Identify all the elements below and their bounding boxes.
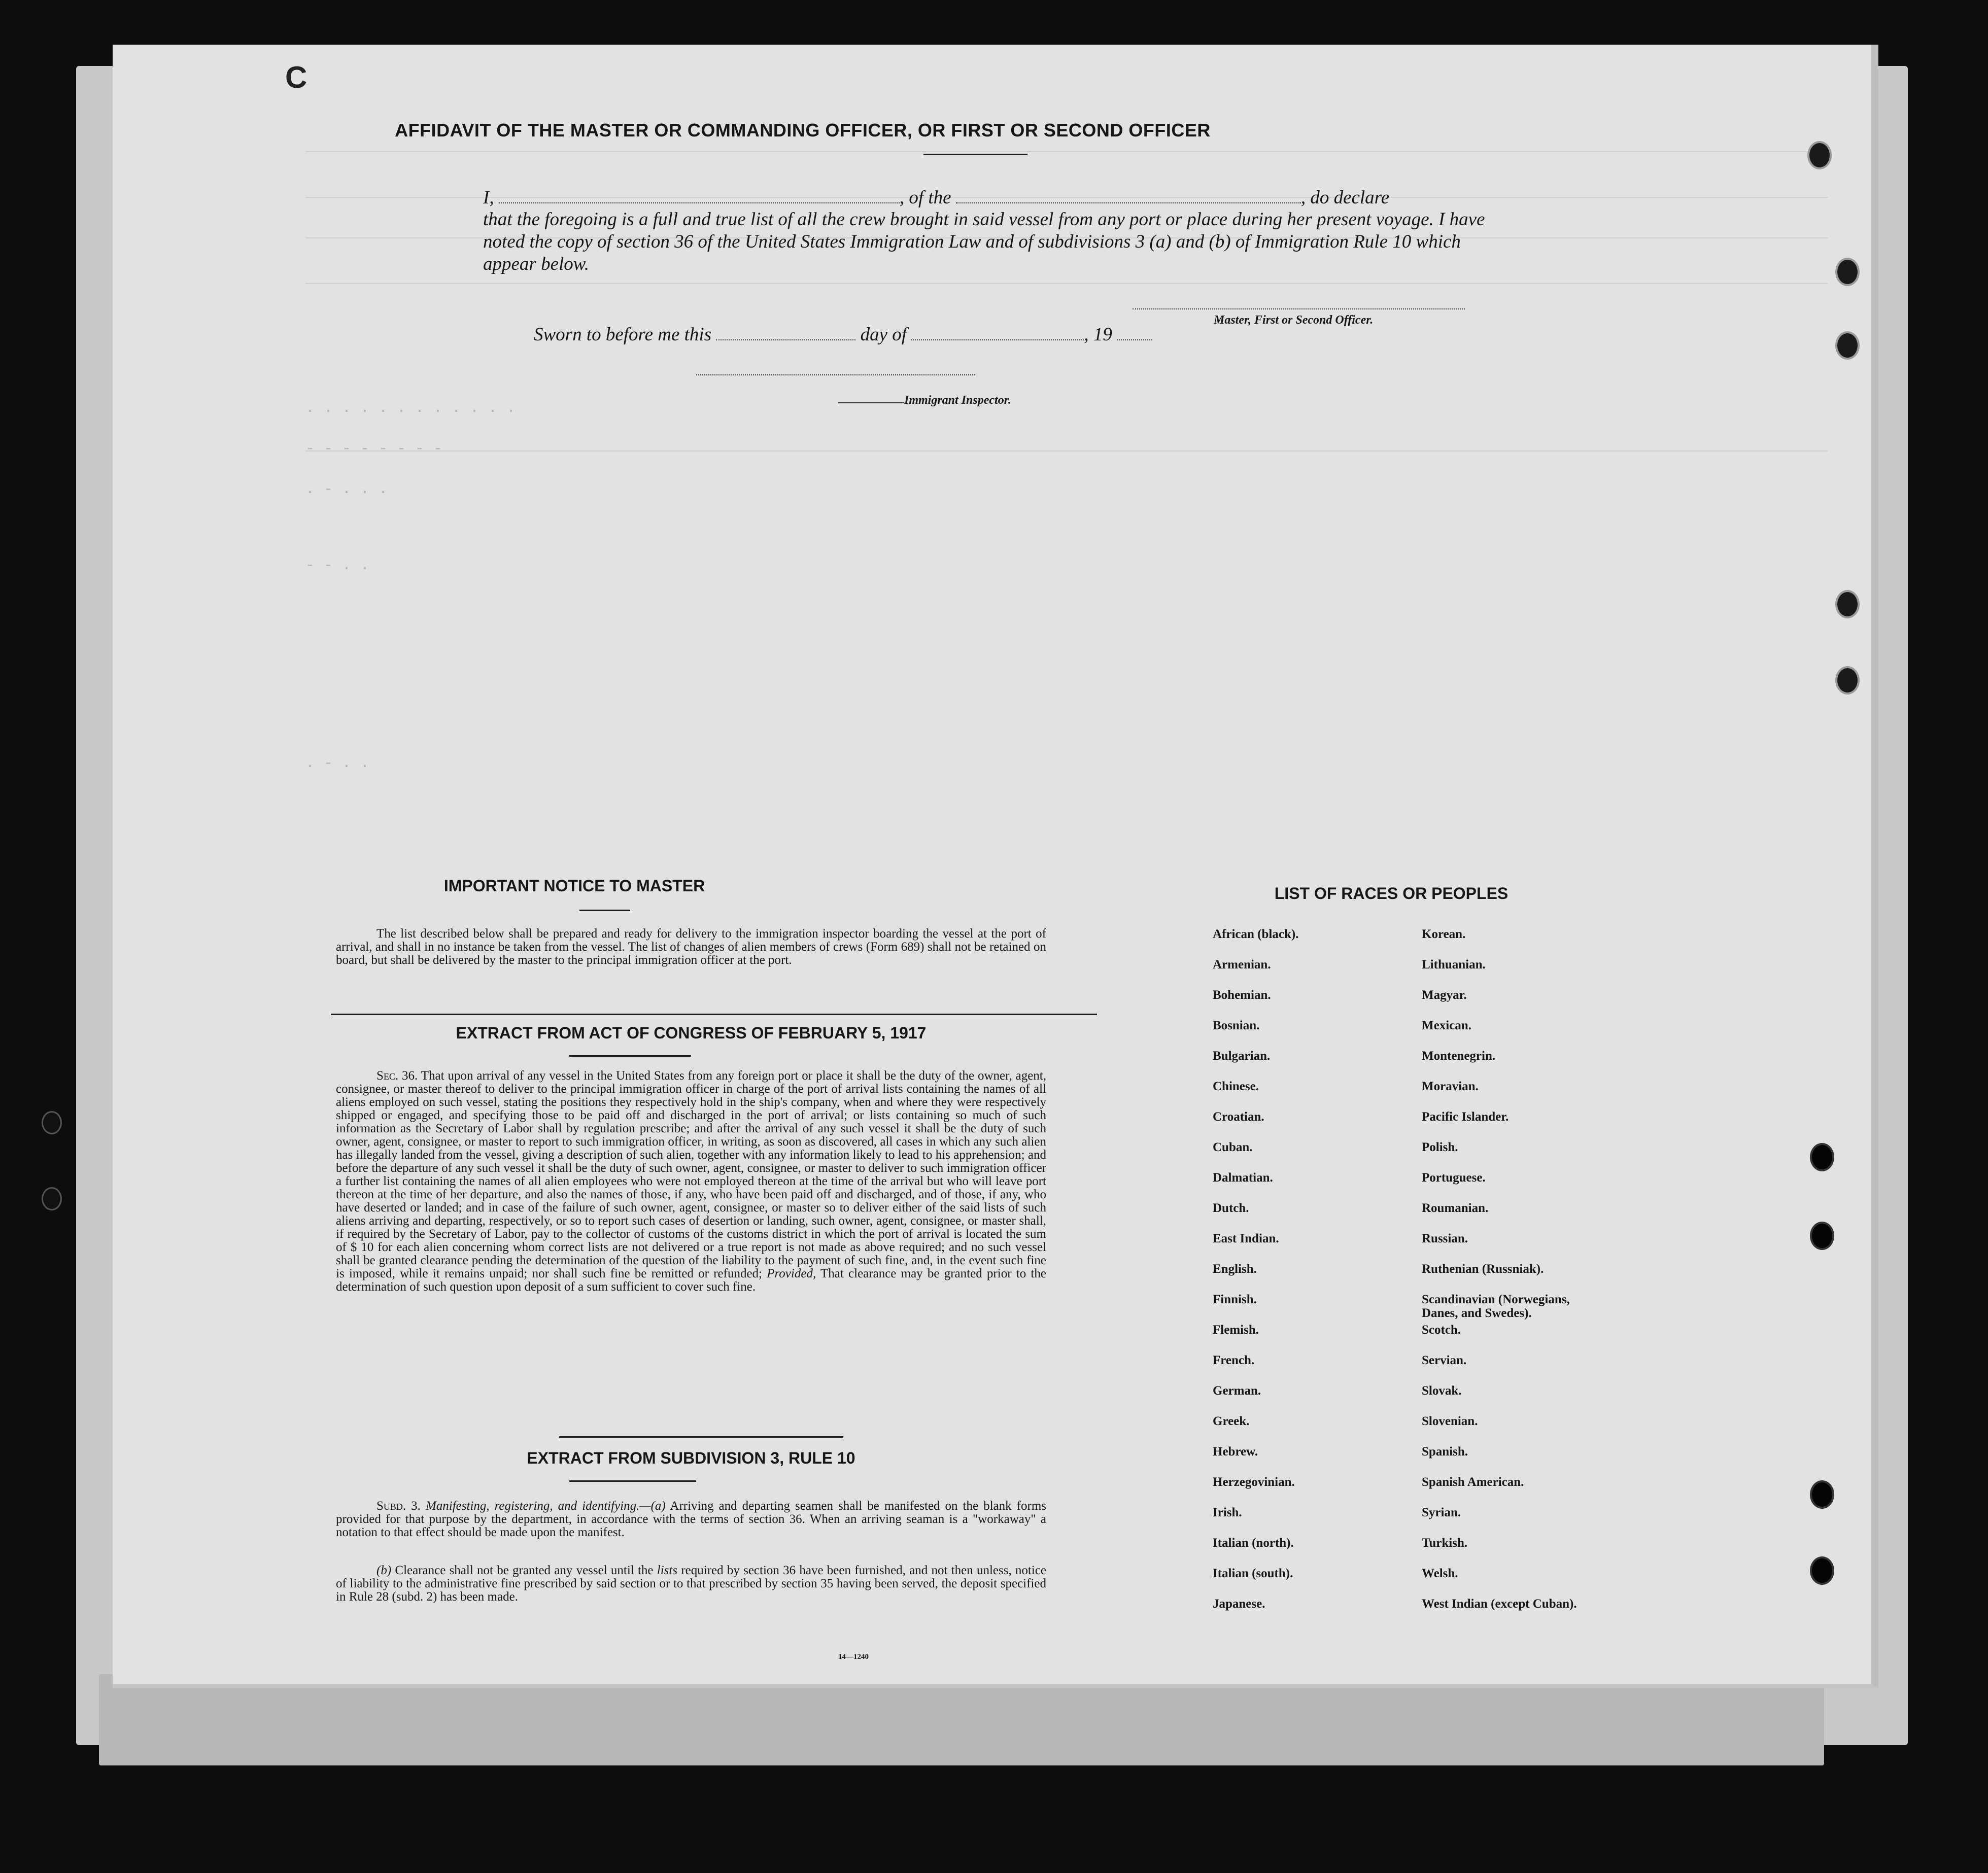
race-item-left: Bohemian.	[1213, 988, 1271, 1002]
punch-hole	[1810, 1143, 1834, 1171]
race-item-right: Welsh.	[1422, 1567, 1458, 1580]
races-title: LIST OF RACES OR PEOPLES	[1274, 884, 1509, 903]
race-item-left: Dalmatian.	[1213, 1171, 1273, 1185]
signature-caption: Master, First or Second Officer.	[1214, 314, 1374, 327]
corner-mark: C	[285, 60, 307, 94]
race-item-left: Flemish.	[1213, 1323, 1259, 1337]
race-item-right: Lithuanian.	[1422, 958, 1486, 972]
race-item-right: Magyar.	[1422, 988, 1467, 1002]
race-item-left: Bosnian.	[1213, 1019, 1260, 1032]
binder-hole	[42, 1187, 62, 1210]
sworn-year-blank[interactable]	[1117, 324, 1152, 340]
race-item-right: Roumanian.	[1422, 1201, 1489, 1215]
subd-b-label: (b)	[376, 1564, 392, 1577]
race-item-right: Spanish American.	[1422, 1475, 1524, 1489]
race-item-left: Bulgarian.	[1213, 1049, 1271, 1063]
race-item-right: West Indian (except Cuban).	[1422, 1597, 1577, 1611]
punch-hole	[1835, 666, 1860, 695]
sworn-month-blank[interactable]	[911, 324, 1084, 340]
title-underline	[923, 154, 1027, 155]
race-item-left: Croatian.	[1213, 1110, 1264, 1124]
race-item-right: Polish.	[1422, 1140, 1458, 1154]
race-item-right: Ruthenian (Russniak).	[1422, 1262, 1544, 1276]
punch-hole	[1835, 258, 1860, 286]
binder-hole	[42, 1111, 62, 1134]
race-item-right: Portuguese.	[1422, 1171, 1486, 1185]
race-item-right: Turkish.	[1422, 1536, 1468, 1550]
affidavit-body: that the foregoing is a full and true list of all the crew brought in said vessel from any port or place during her present voyage. I have noted the copy of section 36 of the United States Immigration Law and of subdivisions 3 (a) and (b) of Immigration Rule 10 which appear below.	[483, 209, 1485, 274]
act-extract-body	[336, 1069, 1046, 1294]
punch-hole	[1835, 590, 1860, 618]
sec-36-text: That upon arrival of any vessel in the United States from any foreign port or place it shall be the duty of the owner, agent, consignee, or master thereof to deliver to the principal immigration officer in charge of the port of arrival lists containing the names of all aliens employed on such vessel, stating the positions they respectively hold in the ship's company, when and where they were respectively shipped or engaged, and specifying those to be paid off and discharged in the port of arrival; or lists containing so much of such information as the Secretary of Labor shall by regulation prescribe; and after the arrival of any such vessel it shall be the duty of such owner, agent, consignee, or master to report to such immigration officer, in writing, as soon as discovered, all cases in which any such alien has illegally landed from the vessel, giving a description of such alien, together with any information likely to lead to his apprehension; and before the departure of any such vessel it shall be the duty of such owner, agent, consignee, or master to deliver to such immigration officer a further list containing the names of all alien employees who were not employed thereon at the time of the arrival but who will leave port thereon at the time of her departure, and also the names of those, if any, who have been paid off and discharged, and of those, if any, who have deserted or landed; and in case of the failure of such owner, agent, consignee, or master so to deliver either of the said lists of such aliens arriving and departing, respectively, or so to report such cases of desertion or landing, such owner, agent, consignee, or master shall, if required by the Secretary of Labor, pay to the collector of customs of the customs district in which the port of arrival is located the sum of $ 10 for each alien concerning whom correct lists are not delivered or a true report is not made as above required; and no such vessel shall be granted clearance pending the determination of the question of the liability to the payment of such fine, and, in the event such fine is imposed, while it remains unpaid; nor shall such fine be remitted or refunded;	[336, 1069, 1046, 1280]
race-item-right: Servian.	[1422, 1354, 1467, 1367]
section-separator	[559, 1436, 843, 1438]
race-item-right: Pacific Islander.	[1422, 1110, 1509, 1124]
sworn-day-of-label: day of	[860, 324, 907, 345]
vessel-name-blank[interactable]	[956, 187, 1301, 203]
section-separator	[331, 1014, 1097, 1015]
subd-a-label: —(a)	[639, 1499, 666, 1513]
subd-3-heading: Manifesting, registering, and identifying.	[425, 1499, 640, 1513]
punch-hole	[1810, 1480, 1834, 1509]
race-item-left: Japanese.	[1213, 1597, 1265, 1611]
subd-b-lists: lists	[657, 1564, 678, 1577]
sworn-prefix: Sworn to before me this	[534, 324, 712, 345]
race-item-right: Spanish.	[1422, 1445, 1468, 1459]
notice-title: IMPORTANT NOTICE TO MASTER	[443, 877, 705, 895]
race-item-right: Russian.	[1422, 1232, 1468, 1245]
race-item-right: Slovak.	[1422, 1384, 1462, 1398]
notice-underline	[579, 910, 630, 911]
race-item-right: Moravian.	[1422, 1080, 1479, 1093]
punch-hole	[1807, 141, 1832, 169]
race-item-left: Greek.	[1213, 1414, 1250, 1428]
sworn-line	[534, 324, 1538, 346]
subd-a-text: Arriving and departing seamen shall be manifested on the blank forms provided for that purpose by the department, in accordance with the terms of section 36. When an arriving seaman is a "workaway" a notation to that effect should be made upon the manifest.	[336, 1499, 1046, 1539]
provided-label: Provided,	[767, 1267, 816, 1280]
race-item-left: Italian (south).	[1213, 1567, 1293, 1580]
rule-extract-para-b	[336, 1564, 1046, 1604]
races-list	[1213, 927, 1598, 1627]
affidavit-i-label: I,	[483, 187, 494, 208]
affidavit-title: AFFIDAVIT OF THE MASTER OR COMMANDING OFFICER, OR FIRST OR SECOND OFFICER	[395, 120, 1211, 141]
notice-body: The list described below shall be prepared and ready for delivery to the immigration inspector boarding the vessel at the port of arrival, and shall in no instance be taken from the vessel. The list of changes of alien members of crews (Form 689) shall not be retained on board, but shall be delivered by the master to the principal immigration officer at the port.	[336, 927, 1046, 967]
race-item-left: Finnish.	[1213, 1293, 1257, 1306]
race-item-right: Mexican.	[1422, 1019, 1471, 1032]
manifest-page: . . . . . . . . . . . . - - - - - - - - . - . . . - - . . . - . . C AFFIDAVIT OF THE MASTER OR COMMANDING OFFICER, OR FIRST OR SECOND OFFICER I, , of the , do declare that the foregoing is a full and true list of all the crew brought in said vessel from any port or place during her present voyage. I have noted the copy of section 36 of the United States Immigration Law and of subdivisions 3 (a) and (b) of Immigration Rule 10 which appear below. Master, First or Second Officer. Sworn to before me this day of , 19 Immigrant Inspector. IMPORTANT NOTICE TO MASTER The list described below shall be prepared and ready for delivery to the immigration inspector boarding the vessel at the port of arrival, and shall in no instance be taken from the vessel. The list of changes of alien members of crews (Form 689) shall not be retained on board, but shall be delivered by the master to the principal immigration officer at the port. EXTRACT FROM ACT OF CONGRESS OF FEBRUARY 5, 1917 Sec. 36. That upon arrival of any vessel in the United States from any foreign port or place it shall be the duty of the owner, agent, consignee, or master thereof to deliver to the principal immigration officer in charge of the port of arrival lists containing the names of all aliens employed on such vessel, stating the positions they respectively hold in the ship's company, when and where they were respectively shipped or engaged, and specifying those to be paid off and discharged in the port of arrival; or lists containing so much of such information as the Secretary of Labor shall by regulation prescribe; and after the arrival of any such vessel it shall be the duty of such owner, agent, consignee, or master to report to such immigration officer, in writing, as soon as discovered, all cases in which any such alien has illegally landed from the vessel, giving a description of such alien, together with any information likely to lead to his apprehension; and before the departure of any such vessel it shall be the duty of such owner, agent, consignee, or master to deliver to such immigration officer a further list containing the names of all alien employees who were not employed thereon at the time of the arrival but who will leave port thereon at the time of her departure, and also the names of those, if any, who have been paid off and discharged, and of those, if any, who have deserted or landed; and in case of the failure of such owner, agent, consignee, or master so to deliver either of the said lists of such aliens arriving and departing, respectively, or so to report such cases of desertion or landing, such owner, agent, consignee, or master shall, if required by the Secretary of Labor, pay to the collector of customs of the customs district in which the port of arrival is located the sum of $ 10 for each alien concerning whom correct lists are not delivered or a true report is not made as above required; and no such vessel shall be granted clearance pending the determination of the question of the liability to the payment of such fine, and, in the event such fine is imposed, while it remains unpaid; nor shall such fine be remitted or refunded; Provided, That clearance may be granted prior to the determination of such question upon deposit of a sum sufficient to cover such fine. EXTRACT FROM SUBDIVISION 3, RULE 10 Subd. 3. Manifesting, registering, and identifying.—(a) Arriving and departing seamen shall be manifested on the blank forms provided for that purpose by the department, in accordance with the terms of section 36. When an arriving seaman is a "workaway" a notation to that effect should be made upon the manifest. (b) Clearance shall not be granted any vessel until the lists required by section 36 have been furnished, and not then unless, notice of liability to the administrative fine prescribed by said section or to that prescribed by section 35 having been served, the deposit specified in Rule 28 (subd. 2) has been made. 14—1240 LIST OF RACES OR PEOPLES African (black). Korean. Armenian. Lithuanian. Bohemian. Magyar. Bosnian. Mexican. Bulgarian. Montenegrin. Chinese. Moravian. Croatian. Pacific Islander. Cuban. Polish. Dalmatian. Portuguese. Dutch. Roumanian. East Indian. Russian. English. Ruthenian (Russniak). Finnish. Scandinavian (Norwegians, Danes, and Swedes). Flemish. Scotch. French. Servian. German. Slovak. Greek. Slovenian. Hebrew. Spanish. Herzegovinian. Spanish American. Irish. Syrian. Italian (north). Turkish. Italian (south). Welsh. Japanese. West Indian (except Cuban).	[113, 45, 1878, 1688]
rule-extract-para-a	[336, 1500, 1046, 1539]
sworn-day-blank[interactable]	[716, 324, 855, 340]
punch-hole	[1810, 1222, 1834, 1250]
sec-36-label: Sec. 36.	[376, 1069, 418, 1083]
inspector-caption: Immigrant Inspector.	[904, 394, 1011, 407]
race-item-left: Armenian.	[1213, 958, 1271, 972]
race-item-left: Cuban.	[1213, 1140, 1253, 1154]
subd-3-label: Subd. 3.	[376, 1499, 421, 1513]
race-item-right: Scotch.	[1422, 1323, 1461, 1337]
subd-b-text-2: required by section 36 have been furnished, and not then unless, notice of liability to the administrative fine prescribed by said section or to that prescribed by section 35 having been served, the deposit specified in Rule 28 (subd. 2) has been made.	[336, 1564, 1047, 1604]
race-item-left: East Indian.	[1213, 1232, 1279, 1245]
master-name-blank[interactable]	[499, 187, 900, 203]
inspector-signature-line[interactable]	[696, 374, 975, 375]
subd-b-text-1: Clearance shall not be granted any vessel until the	[395, 1564, 654, 1577]
race-item-right: Scandinavian (Norwegians, Danes, and Swedes).	[1422, 1293, 1570, 1320]
sworn-year-label: , 19	[1084, 324, 1112, 345]
form-number: 14—1240	[838, 1653, 869, 1661]
race-item-left: Hebrew.	[1213, 1445, 1258, 1459]
act-extract-underline	[569, 1055, 691, 1057]
rule-extract-title: EXTRACT FROM SUBDIVISION 3, RULE 10	[527, 1449, 855, 1467]
inspector-caption-rule	[838, 402, 904, 403]
race-item-right: Slovenian.	[1422, 1414, 1478, 1428]
affidavit-of-the-label: , of the	[899, 187, 951, 208]
signature-line[interactable]	[1133, 308, 1465, 309]
race-item-left: Irish.	[1213, 1506, 1242, 1519]
race-item-left: German.	[1213, 1384, 1261, 1398]
race-item-right: Montenegrin.	[1422, 1049, 1496, 1063]
race-item-right: Syrian.	[1422, 1506, 1461, 1519]
punch-hole	[1810, 1556, 1834, 1585]
race-item-left: Dutch.	[1213, 1201, 1249, 1215]
affidavit-do-declare-label: , do declare	[1300, 187, 1390, 208]
race-item-left: Chinese.	[1213, 1080, 1259, 1093]
race-item-left: Herzegovinian.	[1213, 1475, 1295, 1489]
punch-hole	[1835, 331, 1860, 360]
race-item-left: African (black).	[1213, 927, 1299, 941]
affidavit-declaration-line	[483, 187, 1488, 209]
provided-text: That clearance may be granted prior to the determination of such question upon deposit of a sum sufficient to cover such fine.	[336, 1267, 1046, 1294]
race-item-left: English.	[1213, 1262, 1257, 1276]
race-item-left: French.	[1213, 1354, 1255, 1367]
act-extract-title: EXTRACT FROM ACT OF CONGRESS OF FEBRUARY 5, 1917	[456, 1024, 927, 1042]
race-item-right: Korean.	[1422, 927, 1466, 941]
race-item-left: Italian (north).	[1213, 1536, 1294, 1550]
rule-extract-underline	[569, 1480, 696, 1482]
